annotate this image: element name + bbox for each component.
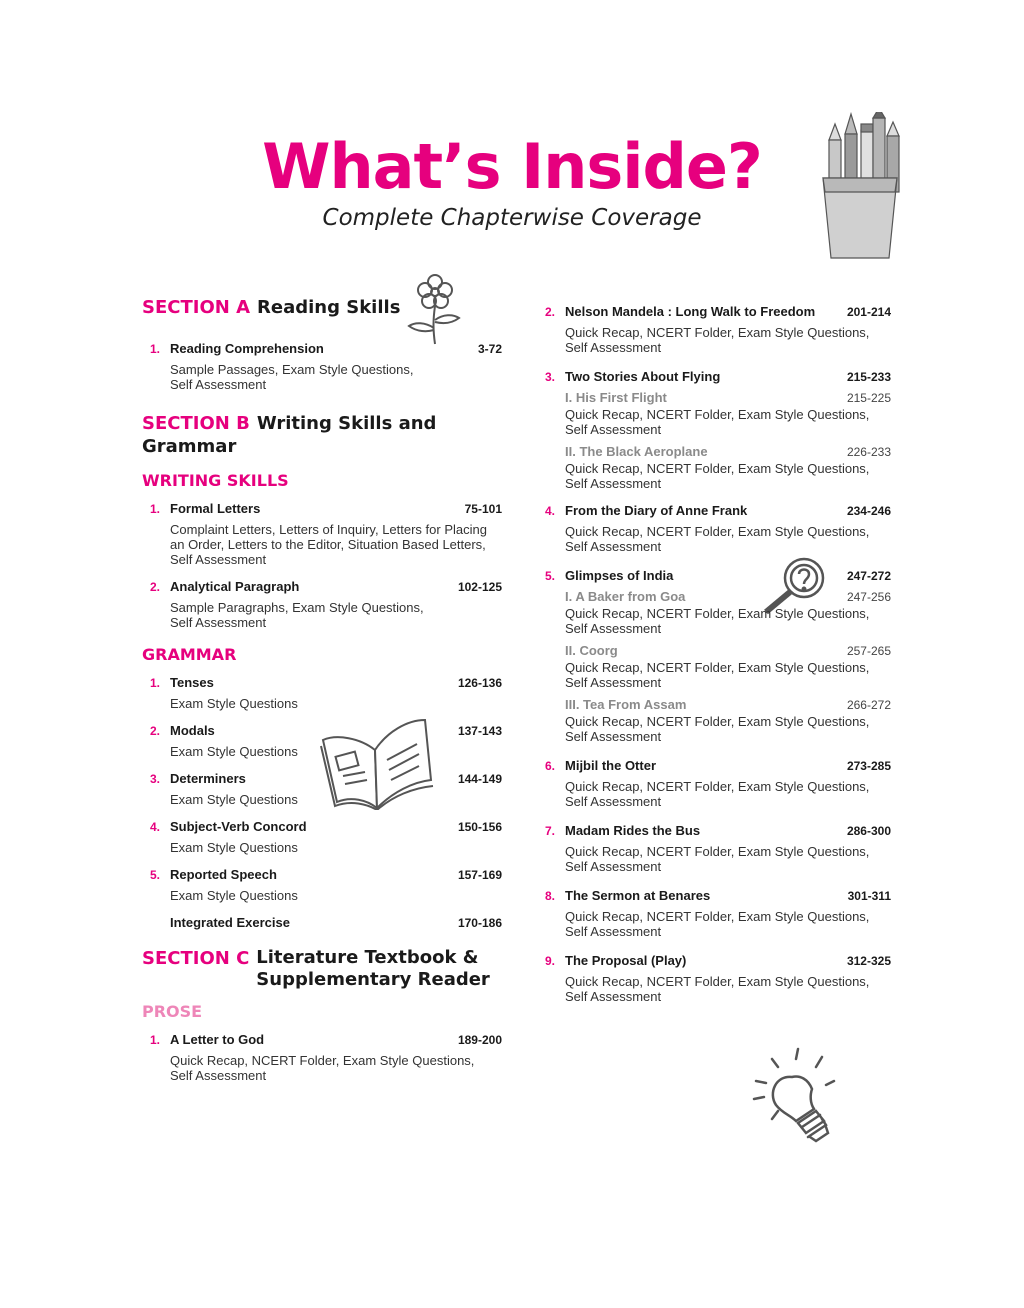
entry-number: 6. [545,759,556,773]
sub-entry-title: I. His First Flight [565,390,667,405]
entry-title: The Proposal (Play) [565,953,687,968]
entry-description [170,840,502,855]
entry-title: Reported Speech [170,867,277,882]
entry-description [565,524,891,554]
entry-number: 4. [150,820,161,834]
entry-pages: 301-311 [847,889,891,903]
toc-entry [142,769,502,807]
sub-entry-title: I. A Baker from Goa [565,589,686,604]
entry-pages: 126-136 [457,676,502,690]
section-c-heading [142,947,502,991]
description-line: Self Assessment [565,340,662,355]
entry-number: 8. [545,889,556,903]
entry-number: 1. [150,1033,161,1047]
toc-entry [142,577,502,630]
sub-entry-header [565,443,891,461]
sub-entry-pages: 215-225 [846,391,891,405]
right-column [537,296,891,1016]
toc-entry [537,501,891,554]
sub-entry-title: II. Coorg [565,643,618,658]
description-line: Sample Passages, Exam Style Questions, [170,362,414,377]
entry-header [142,913,502,933]
entry-description [170,522,502,567]
entry-pages: 137-143 [457,724,502,738]
description-line: Quick Recap, NCERT Folder, Exam Style Questions, [565,325,870,340]
entry-title: Tenses [170,675,214,690]
toc-entry [142,865,502,903]
entry-header [142,577,502,597]
entry-header [142,1030,502,1050]
section-label: SECTION B [142,413,250,434]
toc-entry [537,886,891,939]
entry-pages: 102-125 [457,580,502,594]
description-line: Exam Style Questions [170,840,298,855]
entry-header [537,886,891,906]
entry-title: Analytical Paragraph [170,579,300,594]
toc-entry [537,302,891,355]
entry-header [142,817,502,837]
toc-entry [537,566,891,744]
description-line: Self Assessment [565,794,662,809]
entry-description [565,974,891,1004]
entry-number: 9. [545,954,556,968]
entry-header [142,769,502,789]
sub-entry-header [565,696,891,714]
entry-description [565,660,891,690]
section-title: Reading Skills [257,297,401,318]
entry-header [142,339,502,359]
left-column [142,296,502,1083]
toc-entry [537,951,891,1004]
section-a-heading [142,296,502,319]
sub-entry-header [565,642,891,660]
entry-description [565,779,891,809]
entry-header [537,756,891,776]
description-line: Quick Recap, NCERT Folder, Exam Style Questions, [565,974,870,989]
description-line: Sample Paragraphs, Exam Style Questions, [170,600,424,615]
toc-entry [142,721,502,759]
entry-number: 1. [150,342,161,356]
entry-title: A Letter to God [170,1032,265,1047]
toc-entry [142,913,502,933]
entry-header [142,499,502,519]
toc-entry [142,817,502,855]
toc-entry [142,1030,502,1083]
entry-title: Nelson Mandela : Long Walk to Freedom [565,304,816,319]
description-line: Self Assessment [565,675,662,690]
description-line: Quick Recap, NCERT Folder, Exam Style Questions, [565,524,870,539]
entry-pages: 234-246 [846,504,891,518]
description-line: Self Assessment [565,859,662,874]
pencil-cup-icon [815,112,905,262]
entry-header [537,302,891,322]
entry-title: From the Diary of Anne Frank [565,503,748,518]
entry-title: Madam Rides the Bus [565,823,701,838]
entry-header [537,566,891,586]
entry-pages: 273-285 [846,759,891,773]
entry-title: Integrated Exercise [170,915,290,930]
entry-pages: 312-325 [846,954,891,968]
entry-pages: 247-272 [846,569,891,583]
entry-header [142,721,502,741]
toc-entry [537,821,891,874]
sub-entry-title: III. Tea From Assam [565,697,687,712]
entry-title: The Sermon at Benares [565,888,711,903]
description-line: Quick Recap, NCERT Folder, Exam Style Questions, [565,461,870,476]
description-line: Self Assessment [565,621,662,636]
entry-pages: 170-186 [457,916,502,930]
entry-description [170,362,502,392]
entry-number: 2. [150,724,161,738]
entry-title: Reading Comprehension [170,341,324,356]
entry-pages: 157-169 [457,868,502,882]
entry-description [170,600,502,630]
entry-pages: 150-156 [457,820,502,834]
description-line: Self Assessment [170,377,267,392]
page-subtitle: Complete Chapterwise Coverage [322,205,702,231]
entry-number: 1. [150,676,161,690]
entry-pages: 286-300 [846,824,891,838]
toc-entry [142,339,502,392]
entry-header [537,367,891,387]
entry-title: Glimpses of India [565,568,674,583]
entry-number: 3. [545,370,556,384]
description-line: Self Assessment [565,539,662,554]
description-line: Quick Recap, NCERT Folder, Exam Style Questions, [565,606,870,621]
section-label: SECTION C [142,948,250,969]
entry-description [170,696,502,711]
entry-pages: 75-101 [464,502,502,516]
entry-description [170,1053,502,1083]
entry-description [565,844,891,874]
entry-number: 5. [150,868,161,882]
entry-description [565,714,891,744]
sub-entry-pages: 266-272 [846,698,891,712]
writing-skills-heading: WRITING SKILLS [142,471,289,490]
entry-description [565,325,891,355]
entry-pages: 144-149 [457,772,502,786]
description-line: Self Assessment [565,989,662,1004]
toc-entry [142,499,502,567]
section-title-line: Literature Textbook & [256,947,479,968]
toc-entry [537,367,891,491]
prose-heading: PROSE [142,1002,203,1021]
section-b-heading [142,412,502,458]
entry-number: 2. [150,580,161,594]
sub-entry-header [565,389,891,407]
entry-title: Determiners [170,771,246,786]
entry-number: 1. [150,502,161,516]
sub-entry-pages: 257-265 [846,644,891,658]
description-line: Exam Style Questions [170,888,298,903]
entry-pages: 215-233 [846,370,891,384]
sub-entry-pages: 247-256 [846,590,891,604]
entry-pages: 189-200 [457,1033,502,1047]
entry-description [565,909,891,939]
section-label: SECTION A [142,297,251,318]
entry-number: 2. [545,305,556,319]
description-line: Self Assessment [565,422,662,437]
description-line: Complaint Letters, Letters of Inquiry, Letters for Placing [170,522,487,537]
entry-header [537,501,891,521]
description-line: Exam Style Questions [170,696,298,711]
page-title: What’s Inside? [262,130,762,203]
entry-description [565,606,891,636]
entry-header [142,673,502,693]
description-line: Quick Recap, NCERT Folder, Exam Style Questions, [565,909,870,924]
description-line: Quick Recap, NCERT Folder, Exam Style Questions, [565,660,870,675]
section-title-line: Supplementary Reader [256,969,490,990]
entry-title: Two Stories About Flying [565,369,721,384]
entry-number: 5. [545,569,556,583]
description-line: Self Assessment [170,615,267,630]
sub-entry-header [565,588,891,606]
entry-number: 3. [150,772,161,786]
description-line: Exam Style Questions [170,744,298,759]
description-line: Quick Recap, NCERT Folder, Exam Style Questions, [565,714,870,729]
entry-header [142,865,502,885]
entry-description [170,744,502,759]
description-line: Quick Recap, NCERT Folder, Exam Style Questions, [565,407,870,422]
section-title [256,947,490,991]
description-line: Self Assessment [170,1068,267,1083]
description-line: an Order, Letters to the Editor, Situation Based Letters, [170,537,486,552]
entry-header [537,951,891,971]
description-line: Exam Style Questions [170,792,298,807]
entry-title: Modals [170,723,215,738]
description-line: Self Assessment [565,729,662,744]
entry-title: Formal Letters [170,501,261,516]
description-line: Self Assessment [565,476,662,491]
entry-title: Mijbil the Otter [565,758,656,773]
entry-pages: 3-72 [477,342,502,356]
entry-pages: 201-214 [846,305,891,319]
sub-entry-title: II. The Black Aeroplane [565,444,708,459]
entry-header [537,821,891,841]
description-line: Self Assessment [170,552,267,567]
grammar-heading: GRAMMAR [142,645,237,664]
entry-description [170,888,502,903]
light-bulb-icon [750,1045,846,1145]
entry-description [170,792,502,807]
entry-number: 7. [545,824,556,838]
description-line: Quick Recap, NCERT Folder, Exam Style Questions, [170,1053,475,1068]
entry-description [565,407,891,437]
entry-description [565,461,891,491]
description-line: Self Assessment [565,924,662,939]
section-title: Writing Skills and Grammar [142,413,437,457]
entry-title: Subject-Verb Concord [170,819,307,834]
toc-entry [142,673,502,711]
entry-number: 4. [545,504,556,518]
sub-entry-pages: 226-233 [846,445,891,459]
description-line: Quick Recap, NCERT Folder, Exam Style Questions, [565,779,870,794]
toc-entry [537,756,891,809]
description-line: Quick Recap, NCERT Folder, Exam Style Questions, [565,844,870,859]
